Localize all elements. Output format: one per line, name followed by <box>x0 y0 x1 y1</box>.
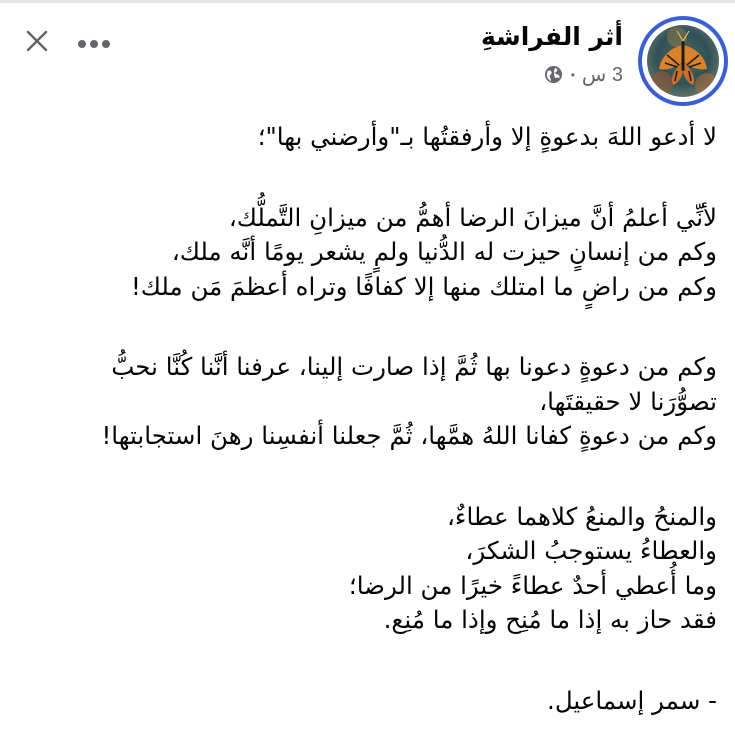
avatar <box>647 25 719 97</box>
author-name-link[interactable]: أثر الفراشةِ <box>480 22 623 51</box>
post-text <box>12 120 717 718</box>
post-timestamp[interactable]: 3 س <box>581 64 623 86</box>
globe-icon[interactable] <box>544 65 564 85</box>
paragraph-gap <box>12 638 717 684</box>
post-header <box>0 0 735 110</box>
paragraph-gap <box>12 155 717 201</box>
paragraph-gap <box>12 304 717 350</box>
meta-separator: • <box>570 67 575 82</box>
post-line: لأنِّي أعلمُ أنَّ ميزانَ الرضا أهمُّ من ميزانِ التَّملُّك، <box>228 202 717 232</box>
post-line: والمنحُ والمنعُ كلاهما عطاءٌ، <box>447 501 717 531</box>
author-avatar-story-ring[interactable] <box>638 16 728 106</box>
post-line: وكم من راضٍ ما امتلك منها إلا كفافًا وتراه أعظمَ مَن ملك! <box>130 271 717 301</box>
post-line: لا أدعو اللهَ بدعوةٍ إلا وأرفقتُها بـ"وأرضني بها"؛ <box>257 122 717 151</box>
post-line: تصوُّرَنا لا حقيقتَها، <box>539 386 717 416</box>
post-line: وكم من دعوةٍ كفانا اللهُ همَّها، ثُمَّ جعلنا أنفسِنا رهنَ استجابتها! <box>101 421 717 450</box>
butterfly-avatar-image <box>647 25 719 97</box>
post-meta <box>544 62 623 87</box>
paragraph-gap <box>12 454 717 500</box>
post-signature: - سمر إسماعيل. <box>547 685 717 715</box>
post-line: فقد حاز به إذا ما مُنِح وإذا ما مُنِع. <box>383 605 717 634</box>
post-line: وما أُعطي أحدٌ عطاءً خيرًا من الرضا؛ <box>348 570 717 600</box>
post-line: وكم من إنسانٍ حيزت له الدُّنيا ولمٍ يشعر يومًا أنَّه ملك، <box>171 237 717 266</box>
post-line: وكم من دعوةٍ دعونا بها ثُمَّ إذا صارت إلينا، عرفنا أنَّنا كُنَّا نحبُّ <box>111 352 717 381</box>
more-horizontal-icon <box>77 34 111 53</box>
post-line: والعطاءُ يستوجبُ الشكرَ، <box>465 536 717 565</box>
more-options-button[interactable] <box>74 30 114 56</box>
close-icon <box>25 29 49 57</box>
close-button[interactable] <box>22 28 52 58</box>
